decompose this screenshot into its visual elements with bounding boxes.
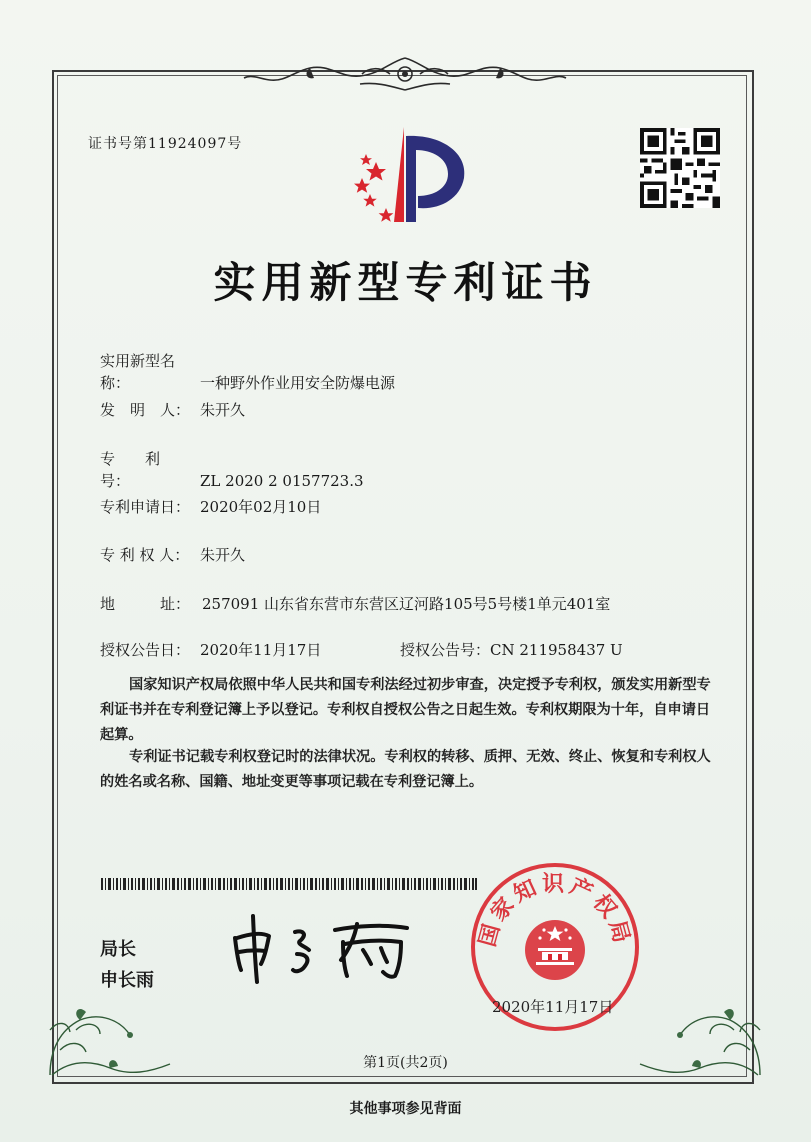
inventor-value: 朱开久 [200,401,246,419]
director-name: 申长雨 [100,970,154,991]
utility-model-name-label: 实用新型名称： [100,352,176,392]
legal-status-paragraph: 专利证书记载专利权登记时的法律状况。专利权的转移、质押、无效、终止、恢复和专利权人的姓名或名称、国籍、地址变更等事项记载在专利登记簿上。 [100,749,711,790]
utility-model-name-value: 一种野外作业用安全防爆电源 [200,374,396,392]
patent-number-label: 专 利 号： [100,450,176,490]
certificate-number: 证书号第11924097号 [88,136,243,152]
patent-number-row [100,448,364,492]
footer-note: 其他事项参见背面 [349,1101,462,1117]
page-number: 第1页(共2页) [363,1055,448,1071]
patent-number-value: ZL 2020 2 0157723.3 [200,472,364,490]
application-date-row [100,496,321,518]
grant-paragraph: 国家知识产权局依照中华人民共和国专利法经过初步审查，决定授予专利权，颁发实用新型专利证书并在专利登记簿上予以登记。专利权自授权公告之日起生效。专利权期限为十年，自申请日起算。 [100,677,711,743]
address-row [100,593,200,615]
application-date-value: 2020年02月10日 [200,498,322,516]
grant-date-label: 授权公告日： [100,641,191,659]
grant-number-value: CN 211958437 U [490,641,623,659]
patentee-row [100,544,245,566]
inventor-row [100,399,245,421]
certificate-title: 实用新型专利证书 [213,258,598,307]
grant-announcement-row [100,639,623,661]
qr-code-icon [638,128,722,208]
application-date-label: 专利申请日： [100,498,191,516]
inventor-label: 发 明 人： [100,401,191,419]
address-label: 地 址： [100,595,191,613]
address-value: 257091 山东省东营市东营区辽河路105号5号楼1单元401室 [202,595,611,613]
patentee-label: 专 利 权 人： [100,546,190,564]
patentee-value: 朱开久 [200,546,246,564]
director-title: 局长 [100,939,136,960]
seal-text: 国家知识产权局 [475,872,635,950]
patent-office-logo-icon [340,122,470,232]
seal-date: 2020年11月17日 [492,998,614,1016]
top-ornament-icon [240,52,570,96]
grant-number-label: 授权公告号： [400,641,491,659]
director-signature-icon [225,910,415,985]
barcode-icon [101,878,477,890]
grant-date-value: 2020年11月17日 [200,641,322,659]
utility-model-name-row [100,350,395,394]
